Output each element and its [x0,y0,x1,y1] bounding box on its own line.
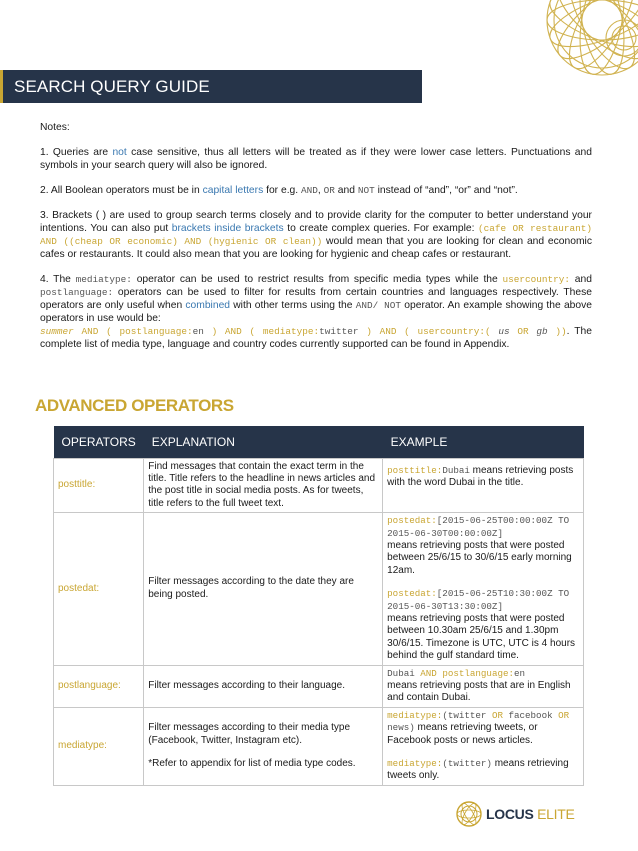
operator-cell: postedat: [54,513,144,665]
explanation-cell: Filter messages according to their media type (Facebook, Twitter, Instagram etc). *Refer to appendix for list of media type codes. [144,707,383,785]
table-row [54,665,584,707]
page-title: SEARCH QUERY GUIDE [14,77,210,96]
note-4: 4. The mediatype: operator can be used to restrict results from specific media types while the usercountry: and postlanguage: operators can be used to filter for results from certain countries and languages respectively. These operators are only useful when combined with other terms using the AND/ NOT operator. An example showing the above operators in use would be: summer AND ( postlanguage:en ) AND ( mediatype:twitter ) AND ( usercountry:( us OR gb )). The complete list of media type, language and country codes currently supported can be found in Appendix. [40,274,593,350]
header-example: EXAMPLE [383,426,584,458]
header-operators: OPERATORS [54,426,144,458]
example-cell: posttitle:Dubai means retrieving posts with the word Dubai in the title. [383,458,584,513]
explanation-cell: Filter messages according to their language. [144,665,383,707]
locus-logo-icon [456,801,482,827]
operator-cell: mediatype: [54,707,144,785]
operator-cell: postlanguage: [54,665,144,707]
example-cell: Dubai AND postlanguage:en means retrieving posts that are in English and contain Dubai. [383,665,584,707]
decorative-rings-icon [492,0,638,110]
table-row [54,458,584,513]
explanation-cell: Find messages that contain the exact term in the title. Title refers to the headline in news articles and the post title in social media posts. As for tweets, title refers to the full tweet text. [144,458,383,513]
table-header-row [54,426,584,458]
logo-text: LOCUS ELITE [486,806,575,822]
notes-heading: Notes: [40,122,70,133]
example-cell: mediatype:(twitter OR facebook OR news) means retrieving tweets, or Facebook posts or news articles. mediatype:(twitter) means retrieving tweets only. [383,707,584,785]
table-row [54,513,584,665]
operator-cell: posttitle: [54,458,144,513]
operators-table [53,426,584,786]
header-explanation: EXPLANATION [144,426,383,458]
header-bar [0,70,422,103]
note-2: 2. All Boolean operators must be in capital letters for e.g. AND, OR and NOT instead of “and”, “or” and “not”. [40,185,518,196]
advanced-operators-heading: ADVANCED OPERATORS [35,396,234,415]
explanation-cell: Filter messages according to the date they are being posted. [144,513,383,665]
note-1: 1. Queries are not case sensitive, thus all letters will be treated as if they were lower case letters. Punctuations and symbols in your search query will also be ignored. [40,147,592,171]
table-row [54,707,584,785]
note-3: 3. Brackets ( ) are used to group search terms closely and to provide clarity for the computer to better understand your intentions. You can also put brackets inside brackets to create complex queries. For example: (cafe OR restaurant) AND ((cheap OR economic) AND (hygienic OR clean)) would mean that you are looking for clean and economic cafes or restaurants. It could also mean that you are looking for hygienic and cheap cafes or restaurant. [40,210,592,260]
notes-section [40,121,592,351]
locus-elite-logo [456,801,575,827]
example-cell: postedat:[2015-06-25T00:00:00Z TO 2015-06-30T00:00:00Z] means retrieving posts that were posted between 25/6/15 to 30/6/15 early morning 12am. postedat:[2015-06-25T10:30:00Z TO 2015-06-30T13:30:00Z] means retrieving posts that were posted between 10.30am 25/6/15 and 1.30pm 30/6/15. Timezone is UTC, UTC is 4 hours behind the gulf standard time. [383,513,584,665]
